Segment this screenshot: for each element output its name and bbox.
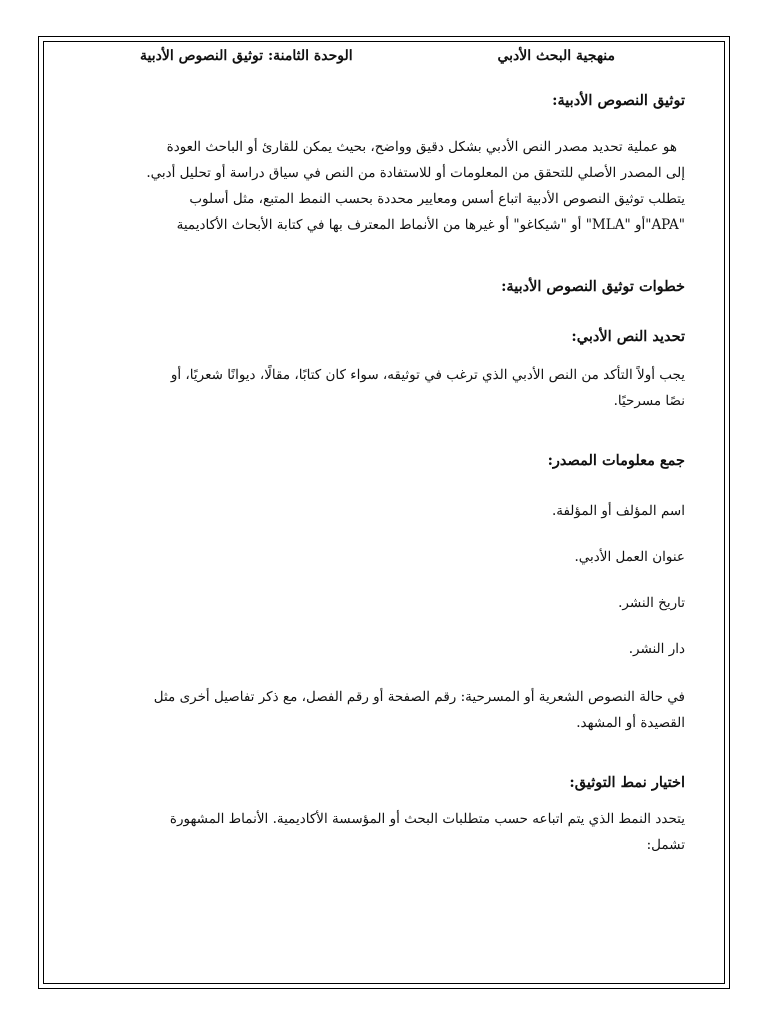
identify-line-1: يجب أولاً التأكد من النص الأدبي الذي ترغب في توثيقه، سواء كان كتابًا، مقالًا، ديوانًا شعريًا، أو — [170, 367, 685, 383]
source-author: اسم المؤلف أو المؤلفة. — [551, 503, 685, 519]
source-publisher: دار النشر. — [628, 641, 685, 657]
list-item — [110, 636, 685, 662]
heading-identify-text: تحديد النص الأدبي: — [571, 328, 685, 345]
definition-line-3: يتطلب توثيق النصوص الأدبية اتباع أسس ومعايير محددة بحسب النمط المتبع، مثل أسلوب — [189, 191, 685, 207]
section-documentation — [110, 92, 685, 109]
source-title: عنوان العمل الأدبي. — [574, 549, 685, 565]
header-unit-title: الوحدة الثامنة: توثيق النصوص الأدبية — [140, 48, 353, 64]
poetry-line-2: القصيدة أو المشهد. — [576, 715, 685, 731]
heading-source-info: جمع معلومات المصدر: — [547, 452, 685, 469]
page-header — [110, 48, 685, 70]
header-course-title: منهجية البحث الأدبي — [497, 48, 615, 64]
style-line-2: تشمل: — [646, 837, 685, 853]
paragraph-identify-text — [110, 362, 685, 414]
source-date: تاريخ النشر. — [618, 595, 685, 611]
heading-documentation: توثيق النصوص الأدبية: — [552, 92, 685, 109]
section-identify-text — [110, 328, 685, 345]
section-style-choice — [110, 774, 685, 791]
list-item — [110, 590, 685, 616]
definition-line-4: "APA"أو "MLA" أو "شيكاغو" أو غيرها من الأنماط المعترف بها في كتابة الأبحاث الأكاديمية — [176, 217, 685, 233]
paragraph-style-choice — [110, 806, 685, 858]
list-item — [110, 498, 685, 524]
identify-line-2: نصًا مسرحيًا. — [613, 393, 685, 409]
heading-steps: خطوات توثيق النصوص الأدبية: — [501, 278, 685, 295]
heading-style-choice: اختيار نمط التوثيق: — [569, 774, 685, 791]
style-line-1: يتحدد النمط الذي يتم اتباعه حسب متطلبات البحث أو المؤسسة الأكاديمية. الأنماط المشهورة — [169, 811, 685, 827]
definition-line-2: إلى المصدر الأصلي للتحقق من المعلومات أو للاستفادة من النص في سياق دراسة أو تحليل أدبي. — [146, 165, 685, 181]
definition-line-1: هو عملية تحديد مصدر النص الأدبي بشكل دقيق وواضح، بحيث يمكن للقارئ أو الباحث العودة — [166, 139, 677, 155]
list-item — [110, 544, 685, 570]
paragraph-poetry-details — [110, 684, 685, 736]
section-steps — [110, 278, 685, 295]
section-source-info — [110, 452, 685, 469]
poetry-line-1: في حالة النصوص الشعرية أو المسرحية: رقم الصفحة أو رقم الفصل، مع ذكر تفاصيل أخرى مثل — [153, 689, 685, 705]
paragraph-definition — [110, 134, 685, 238]
